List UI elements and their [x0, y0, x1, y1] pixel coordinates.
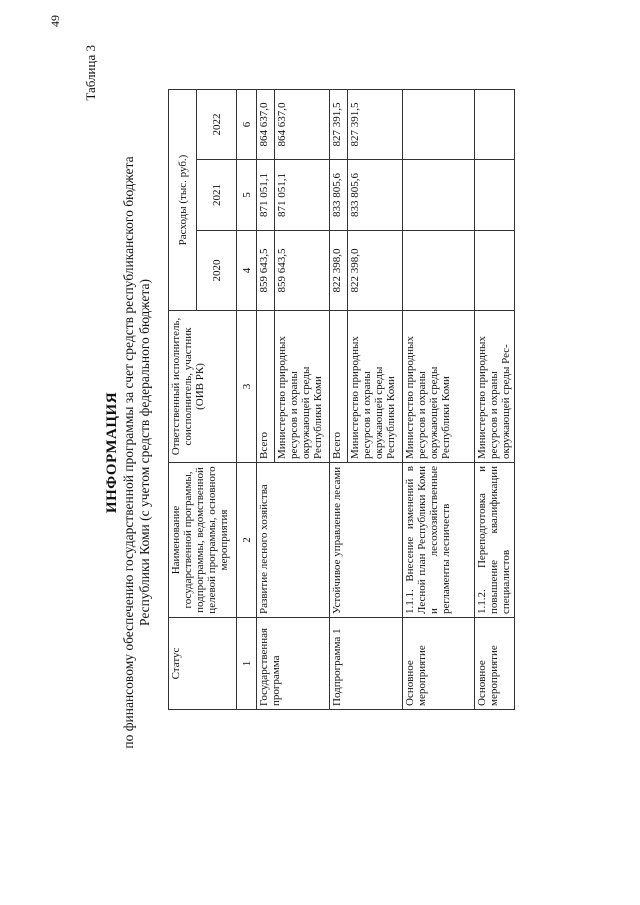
sp1-ministry-2022: 827 391,5	[348, 90, 403, 160]
om111-name: 1.1.1. Внесение изменений в Лесной план Республики Коми и лесохозяйственные регламенты лесничеств	[403, 463, 475, 618]
om111-2022	[403, 90, 475, 160]
header-row-1	[169, 90, 197, 710]
gp-status: Государственная программа	[257, 618, 330, 710]
om111-exec: Министерство природных ресурсов и охраны окружающей среды Республики Коми	[403, 311, 475, 463]
col-number-6: 6	[237, 90, 257, 160]
sp1-status: Подпрограмма 1	[330, 618, 403, 710]
om112-name: 1.1.2. Переподготовка и повышение квалификации специалистов	[475, 463, 515, 618]
col-number-2: 2	[237, 463, 257, 618]
header-numbers-row	[237, 90, 257, 710]
om111-status: Основное мероприятие	[403, 618, 475, 710]
header-expenses: Расходы (тыс. руб.)	[169, 90, 197, 311]
document-subtitle-line1: по финансовому обеспечению государственной программы за счет средств республиканского бюджета	[121, 156, 136, 749]
header-executor: Ответственный исполнитель, соисполнитель, участник (ОИВ РК)	[169, 311, 237, 463]
gp-ministry-2021: 871 051,1	[275, 160, 330, 231]
table-row	[257, 90, 275, 710]
header-name: Наименование государственной программы, подпрограммы, ведомственной целевой программы, основного мероприятия	[169, 463, 237, 618]
om111-2020	[403, 231, 475, 311]
table-row	[403, 90, 475, 710]
header-year-2021: 2021	[197, 160, 237, 231]
sp1-exec-ministry: Министерство природных ресурсов и охраны окружающей среды Республики Коми	[348, 311, 403, 463]
om112-2022	[475, 90, 515, 160]
om112-2020	[475, 231, 515, 311]
gp-exec-ministry: Министерство природных ресурсов и охраны окружающей среды Республики Коми	[275, 311, 330, 463]
col-number-4: 4	[237, 231, 257, 311]
document-title: ИНФОРМАЦИЯ	[104, 391, 120, 514]
col-number-3: 3	[237, 311, 257, 463]
table-row	[330, 90, 348, 710]
document-subtitle-line2: Республики Коми (с учетом средств федерального бюджета)	[137, 279, 152, 626]
header-year-2022: 2022	[197, 90, 237, 160]
sp1-name: Устойчивое управление лесами	[330, 463, 403, 618]
header-year-2020: 2020	[197, 231, 237, 311]
om112-2021	[475, 160, 515, 231]
sp1-ministry-2020: 822 398,0	[348, 231, 403, 311]
financing-table	[168, 89, 515, 710]
gp-ministry-2022: 864 637,0	[275, 90, 330, 160]
col-number-5: 5	[237, 160, 257, 231]
gp-total-2021: 871 051,1	[257, 160, 275, 231]
gp-total-2020: 859 643,5	[257, 231, 275, 311]
sp1-ministry-2021: 833 805,6	[348, 160, 403, 231]
gp-ministry-2020: 859 643,5	[275, 231, 330, 311]
sp1-total-2020: 822 398,0	[330, 231, 348, 311]
gp-name: Развитие лесного хозяйства	[257, 463, 330, 618]
om111-2021	[403, 160, 475, 231]
om112-status: Основное мероприятие	[475, 618, 515, 710]
table-label: Таблица 3	[83, 45, 98, 101]
table-row	[475, 90, 515, 710]
gp-total-2022: 864 637,0	[257, 90, 275, 160]
om112-exec: Министерство природных ресурсов и охраны окружающей среды Рес-	[475, 311, 515, 463]
sp1-total-2021: 833 805,6	[330, 160, 348, 231]
sp1-total-2022: 827 391,5	[330, 90, 348, 160]
col-number-1: 1	[237, 618, 257, 710]
gp-exec-total: Всего	[257, 311, 275, 463]
sp1-exec-total: Всего	[330, 311, 348, 463]
header-status: Статус	[169, 618, 237, 710]
page-number: 49	[48, 15, 62, 27]
